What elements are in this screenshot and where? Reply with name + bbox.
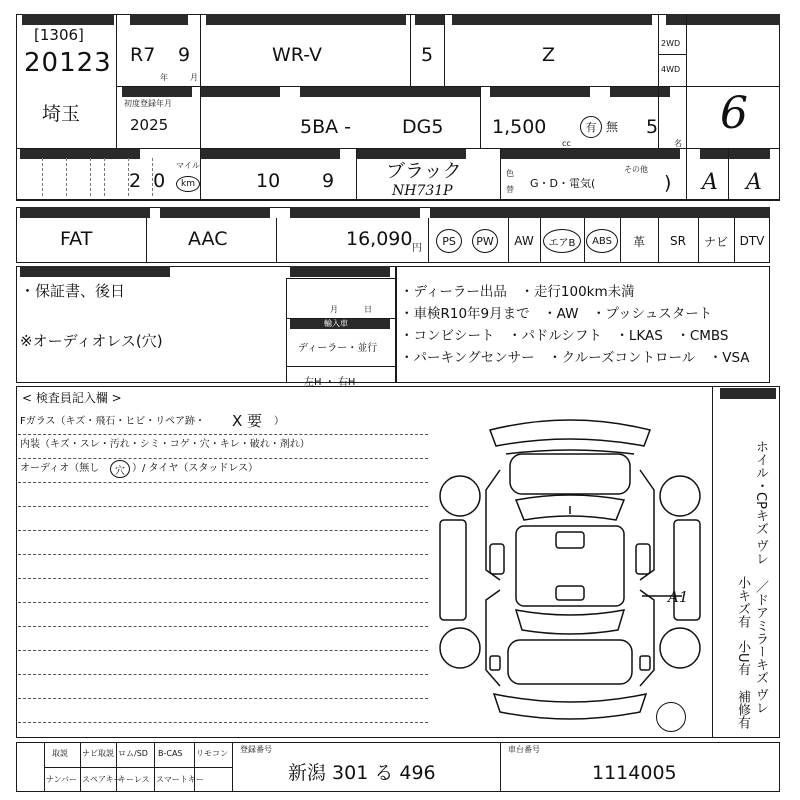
sales-point-2: ・車検R10年9月まで ・AW ・プッシュスタート: [400, 306, 713, 322]
displacement-unit: cc: [562, 139, 571, 148]
sales-point-1: ・ディーラー出品 ・走行100km未満: [400, 284, 635, 300]
option-airbag: エアB: [543, 229, 581, 253]
yen-unit: 円: [412, 243, 422, 254]
lot-number: 20123: [24, 48, 112, 78]
inspection-year: 10: [256, 170, 281, 192]
interior-grade: A: [746, 170, 762, 195]
displacement: 1,500: [492, 116, 547, 138]
exterior-grade: A: [702, 170, 718, 195]
inspection-title: < 検査員記入欄 >: [22, 391, 122, 405]
sales-point-3: ・コンビシート ・パドルシフト ・LKAS ・CMBS: [400, 328, 729, 344]
model-year: 2025: [130, 116, 169, 134]
year-month: 9: [178, 44, 191, 66]
audio-mark: 穴: [110, 460, 130, 478]
evaluation-score: 6: [720, 88, 748, 139]
recycle-fee: 16,090: [346, 228, 413, 250]
seats-unit: 名: [674, 139, 682, 148]
notes-line-1: ・保証書、後日: [20, 282, 126, 300]
month-unit: 月: [190, 73, 198, 82]
glass-mark: X 要: [232, 412, 263, 430]
side-note-repair: 補修有: [734, 690, 750, 729]
grade: Z: [542, 44, 556, 66]
glass-label: Fガラス（キズ・飛石・ヒビ・リペア跡・: [20, 416, 206, 427]
option-ps: PS: [436, 229, 462, 253]
location: 埼玉: [42, 103, 81, 125]
chassis-label: 車台番号: [508, 745, 540, 754]
date-import-box: [286, 278, 396, 383]
plate-number: 新潟 301 る 496: [288, 762, 436, 784]
lot-code: [1306]: [34, 26, 84, 44]
equip-bcas: B-CAS: [158, 749, 183, 758]
side-note-small-dent: 小U有: [734, 640, 750, 676]
fuel-close: ): [664, 172, 672, 194]
color-tag-2: 替: [506, 185, 514, 194]
equip-rom-sd: ロム/SD: [118, 749, 148, 758]
option-pw: PW: [472, 229, 498, 253]
color-tag-1: 色: [506, 169, 514, 178]
type-prefix: 5BA -: [300, 116, 352, 138]
model: WR-V: [272, 44, 322, 66]
plate-label: 登録番号: [240, 745, 272, 754]
sales-points-title: <セールスポイント>: [400, 267, 477, 276]
audio-rest: ）/ タイヤ（スタッドレス）: [132, 463, 259, 474]
mileage-unit-km: km: [176, 176, 200, 192]
day-label: 日: [364, 305, 372, 314]
color-name: ブラック: [386, 160, 462, 182]
seats: 5: [646, 116, 659, 138]
drive-2wd: 2WD: [661, 39, 681, 48]
model-year-label: 初度登録年月: [124, 99, 172, 108]
notes-line-2: ※オーディオレス(穴): [20, 332, 163, 350]
equip-remote: リモコン: [196, 749, 228, 758]
mileage-unit-mile: マイル: [176, 161, 200, 170]
option-abs: ABS: [586, 229, 618, 253]
inspection-month: 9: [322, 170, 335, 192]
year-era: R7: [130, 44, 156, 66]
color-code: NH731P: [392, 183, 453, 199]
fuel-options: G・D・電気(: [530, 177, 596, 190]
glass-close: ）: [274, 416, 284, 427]
type-code: DG5: [402, 116, 444, 138]
transmission: FAT: [60, 228, 93, 250]
drive-4wd: 4WD: [661, 65, 681, 74]
year-unit: 年: [160, 73, 168, 82]
equip-manual: 取説: [52, 749, 68, 758]
chassis-number: 1114005: [592, 762, 677, 784]
month-label: 月: [330, 305, 338, 314]
option-leather: 革: [632, 234, 645, 249]
interior-label: 内装（キズ・スレ・汚れ・シミ・コゲ・穴・キレ・破れ・剤れ）: [20, 439, 310, 450]
sales-point-4: ・パーキングセンサー ・クルーズコントロール ・VSA: [400, 350, 750, 366]
option-dtv: DTV: [739, 234, 765, 248]
dealer-label: ディーラー・並行: [298, 343, 378, 354]
aircon: AAC: [188, 228, 228, 250]
equip-spare-key: スペアキー: [82, 775, 122, 784]
option-aw: AW: [514, 234, 534, 248]
diagram-note-a1: A1: [668, 588, 689, 606]
side-note-small-scratch: 小キズ有: [734, 576, 750, 628]
equip-smart-key: スマートキー: [156, 775, 204, 784]
option-sr: SR: [670, 234, 686, 248]
equip-keyless: キーレス: [118, 775, 150, 784]
audio-label: オーディオ（無し: [20, 463, 100, 474]
option-navi: ナビ: [703, 234, 728, 249]
side-note-mirror: ／ドアミラーキズ ヴレ: [752, 580, 768, 715]
side-note-wheel: ホイル・CPキズ ヴレ: [752, 440, 768, 566]
ari-circle: 有: [580, 116, 602, 138]
doors: 5: [421, 44, 434, 66]
extra-circle: [656, 702, 686, 732]
nashi-label: 無: [606, 120, 619, 134]
mileage-digits: 20: [129, 170, 178, 192]
equip-number: ナンバー: [46, 775, 78, 784]
car-condition-diagram: [430, 410, 710, 730]
fuel-other: その他: [624, 165, 648, 174]
equip-navi-manual: ナビ取説: [82, 749, 114, 758]
handle-label: 左H ・ 右H: [304, 377, 356, 388]
import-label: 輸入車: [324, 319, 348, 328]
